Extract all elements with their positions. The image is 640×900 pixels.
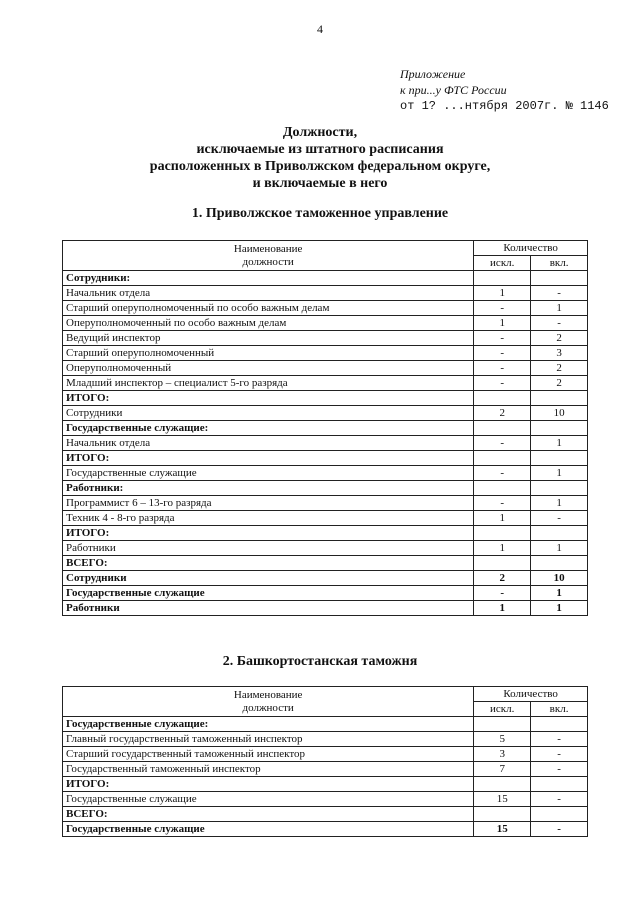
excluded-count-cell: 7 [474,762,531,777]
position-name-cell: Сотрудники [63,406,474,421]
table-row [63,601,588,616]
position-name-cell: Работники [63,541,474,556]
appendix-line-3: от 1? ...нтября 2007г. № 1146 [400,99,609,113]
included-count-cell: 1 [531,466,588,481]
appendix-line-2: к при...у ФТС России [400,83,507,97]
excluded-count-cell [474,717,531,732]
included-count-cell: 10 [531,406,588,421]
included-count-cell: 1 [531,496,588,511]
position-name-cell: Старший государственный таможенный инспектор [63,747,474,762]
position-name-cell: Государственные служащие [63,586,474,601]
included-count-cell [531,717,588,732]
position-name-cell: Государственные служащие [63,466,474,481]
table-row [63,496,588,511]
position-name-cell: Младший инспектор – специалист 5-го разряда [63,376,474,391]
table-row [63,286,588,301]
included-count-cell: - [531,511,588,526]
included-count-cell [531,807,588,822]
table-row [63,732,588,747]
excluded-count-cell: 5 [474,732,531,747]
page-number: 4 [317,22,323,36]
position-name-cell: ИТОГО: [63,451,474,466]
section-2-table [62,686,588,837]
included-count-cell [531,556,588,571]
excluded-count-cell [474,481,531,496]
excluded-count-cell: - [474,496,531,511]
table-row [63,391,588,406]
position-name-cell: ИТОГО: [63,526,474,541]
position-name-cell: Старший оперуполномоченный по особо важным делам [63,301,474,316]
table-row [63,346,588,361]
position-name-cell: Сотрудники: [63,271,474,286]
position-name-cell: ИТОГО: [63,391,474,406]
included-count-cell [531,777,588,792]
included-count-cell: 1 [531,436,588,451]
position-name-cell: Ведущий инспектор [63,331,474,346]
included-count-cell: 1 [531,301,588,316]
section-1-heading: 1. Приволжское таможенное управление [191,206,449,221]
position-name-cell: Работники: [63,481,474,496]
table-row [63,526,588,541]
excluded-count-cell [474,777,531,792]
document-title [0,124,640,192]
position-name-cell: Государственные служащие [63,822,474,837]
included-count-cell [531,421,588,436]
position-name-cell: Начальник отдела [63,286,474,301]
excluded-count-cell [474,451,531,466]
position-name-cell: Государственные служащие: [63,421,474,436]
included-count-cell: 1 [531,601,588,616]
excluded-count-cell: 15 [474,822,531,837]
position-name-cell: Оперуполномоченный [63,361,474,376]
column-header-excluded: искл. [474,702,531,717]
included-count-cell [531,391,588,406]
column-header-excluded: искл. [474,256,531,271]
position-name-cell: Техник 4 - 8-го разряда [63,511,474,526]
position-name-cell: Оперуполномоченный по особо важным делам [63,316,474,331]
excluded-count-cell: 2 [474,406,531,421]
table-row [63,451,588,466]
position-name-cell: Главный государственный таможенный инспектор [63,732,474,747]
excluded-count-cell: - [474,436,531,451]
table-row [63,586,588,601]
excluded-count-cell [474,807,531,822]
included-count-cell: 2 [531,361,588,376]
table-row [63,331,588,346]
title-line-4: и включаемые в него [252,176,388,191]
included-count-cell: 2 [531,376,588,391]
included-count-cell: - [531,732,588,747]
position-name-cell: ВСЕГО: [63,556,474,571]
table-row [63,466,588,481]
title-line-2: исключаемые из штатного расписания [196,142,444,157]
excluded-count-cell: 15 [474,792,531,807]
excluded-count-cell [474,271,531,286]
table-row [63,421,588,436]
column-header-name-line-1: Наименование [233,242,303,255]
included-count-cell: 10 [531,571,588,586]
table-row [63,406,588,421]
included-count-cell: 1 [531,541,588,556]
excluded-count-cell: 3 [474,747,531,762]
table-row [63,376,588,391]
position-name-cell: Работники [63,601,474,616]
excluded-count-cell: 1 [474,286,531,301]
position-name-cell: Государственные служащие [63,792,474,807]
appendix-line-1: Приложение [400,67,466,81]
position-name-cell: ВСЕГО: [63,807,474,822]
included-count-cell: - [531,316,588,331]
position-name-cell: Сотрудники [63,571,474,586]
included-count-cell [531,481,588,496]
included-count-cell [531,451,588,466]
position-name-cell: Начальник отдела [63,436,474,451]
column-header-included: вкл. [531,702,588,717]
table-row [63,571,588,586]
table-row [63,541,588,556]
column-header-name-line-1: Наименование [233,688,303,701]
excluded-count-cell: - [474,361,531,376]
included-count-cell: 2 [531,331,588,346]
table-row [63,762,588,777]
excluded-count-cell: 1 [474,511,531,526]
column-header-quantity: Количество [474,687,588,702]
excluded-count-cell [474,526,531,541]
position-name-cell: Программист 6 – 13-го разряда [63,496,474,511]
appendix-note [400,66,609,114]
included-count-cell [531,526,588,541]
excluded-count-cell: 1 [474,541,531,556]
excluded-count-cell: 1 [474,316,531,331]
column-header-included: вкл. [531,256,588,271]
section-2-heading: 2. Башкортостанская таможня [222,654,418,669]
title-line-1: Должности, [282,125,358,140]
table-row [63,316,588,331]
column-header-name [63,241,474,271]
included-count-cell: 3 [531,346,588,361]
excluded-count-cell [474,391,531,406]
column-header-name-line-2: должности [242,701,294,714]
excluded-count-cell: - [474,376,531,391]
excluded-count-cell [474,556,531,571]
column-header-name-line-2: должности [242,255,294,268]
position-name-cell: ИТОГО: [63,777,474,792]
table-row [63,717,588,732]
position-name-cell: Государственный таможенный инспектор [63,762,474,777]
section-1-table [62,240,588,616]
table-row [63,777,588,792]
included-count-cell: - [531,286,588,301]
table-row [63,747,588,762]
excluded-count-cell: 1 [474,601,531,616]
table-row [63,436,588,451]
table-row [63,807,588,822]
table-row [63,792,588,807]
table-row [63,361,588,376]
included-count-cell: - [531,822,588,837]
included-count-cell: - [531,747,588,762]
included-count-cell: - [531,792,588,807]
excluded-count-cell: - [474,301,531,316]
position-name-cell: Государственные служащие: [63,717,474,732]
included-count-cell: 1 [531,586,588,601]
table-row [63,822,588,837]
excluded-count-cell: 2 [474,571,531,586]
table-row [63,556,588,571]
table-row [63,271,588,286]
table-row [63,481,588,496]
included-count-cell: - [531,762,588,777]
excluded-count-cell [474,421,531,436]
excluded-count-cell: - [474,466,531,481]
excluded-count-cell: - [474,331,531,346]
column-header-name [63,687,474,717]
excluded-count-cell: - [474,346,531,361]
table-row [63,301,588,316]
table-row [63,511,588,526]
included-count-cell [531,271,588,286]
excluded-count-cell: - [474,586,531,601]
column-header-quantity: Количество [474,241,588,256]
position-name-cell: Старший оперуполномоченный [63,346,474,361]
title-line-3: расположенных в Приволжском федеральном округе, [149,159,491,174]
